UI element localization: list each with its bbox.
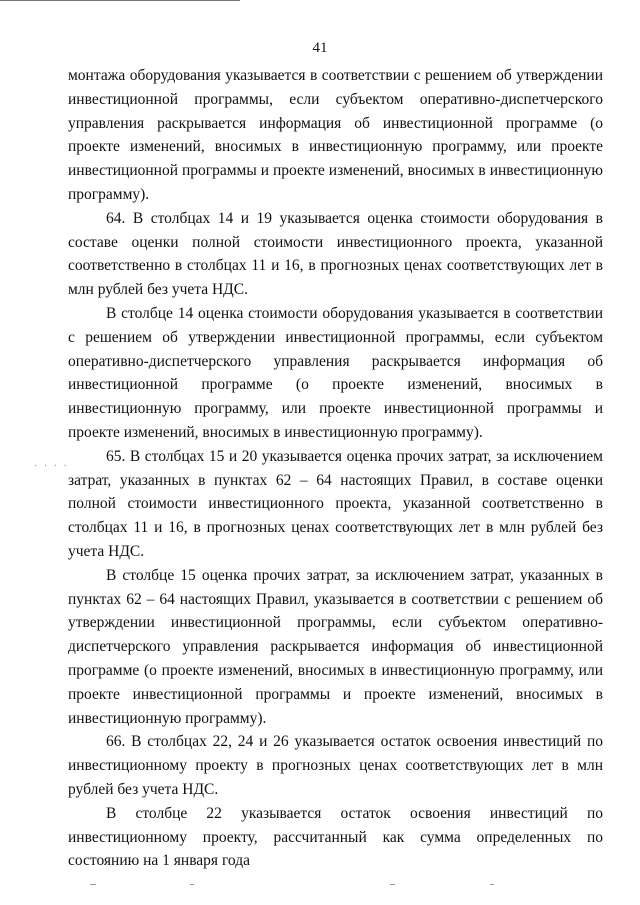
paragraph-66-column-22: В столбце 22 указывается остаток освоения инвестиций по инвестиционному проекту, рассчитанный как сумма определенных по состоянию на 1 января года [68, 804, 603, 870]
paragraph-65: 65. В столбцах 15 и 20 указывается оценка прочих затрат, за исключением затрат, указанных в пунктах 62 – 64 настоящих Правил, в составе оценки полной стоимости инвестиционного проекта, указанной соответственно в столбцах 11 и 16, в прогнозных ценах соответствующих лет в млн рублей без учета НДС. [68, 447, 603, 560]
paragraph-65-column-15: В столбце 15 оценка прочих затрат, за исключением затрат, указанных в пунктах 62 – 64 настоящих Правил, указывается в соответствии с решением об утверждении инвестиционной программы, если субъектом оперативно-диспетчерского управления раскрывается информация об инвестиционной программе (о проекте изменений, вносимых в инвестиционную программу, или проекте инвестиционной программы и проекте изменений, вносимых в инвестиционную программу). [68, 566, 603, 727]
paragraph-66: 66. В столбцах 22, 24 и 26 указывается остаток освоения инвестиций по инвестиционному проекту в прогнозных ценах соответствующих лет в млн рублей без учета НДС. [68, 733, 603, 798]
page-number: 41 [312, 40, 328, 56]
paragraph-64-column-14: В столбце 14 оценка стоимости оборудования указывается в соответствии с решением об утверждении инвестиционной программы, если субъектом оперативно-диспетчерского управления раскрывается информация об инвестиционной программе (о проекте изменений, вносимых в инвестиционную программу, или проекте инвестиционной программы и проекте изменений, вносимых в инвестиционную программу). [68, 304, 603, 441]
document-body [68, 64, 603, 873]
scan-artifact-dots: · · · · [34, 461, 69, 472]
paragraph-continuation: монтажа оборудования указывается в соответствии с решением об утверждении инвестиционной программы, если субъектом оперативно-диспетчерского управления раскрывается информация об инвестиционной программе (о проекте изменений, вносимых в инвестиционную программу, или проекте инвестиционной программы и проекте изменений, вносимых в инвестиционную программу). [68, 67, 603, 203]
scan-artifact-bottom [90, 884, 560, 888]
scan-edge-line [0, 0, 240, 1]
paragraph-64: 64. В столбцах 14 и 19 указывается оценка стоимости оборудования в составе оценки полной стоимости инвестиционного проекта, указанной соответственно в столбцах 11 и 16, в прогнозных ценах соответствующих лет в млн рублей без учета НДС. [68, 209, 603, 299]
